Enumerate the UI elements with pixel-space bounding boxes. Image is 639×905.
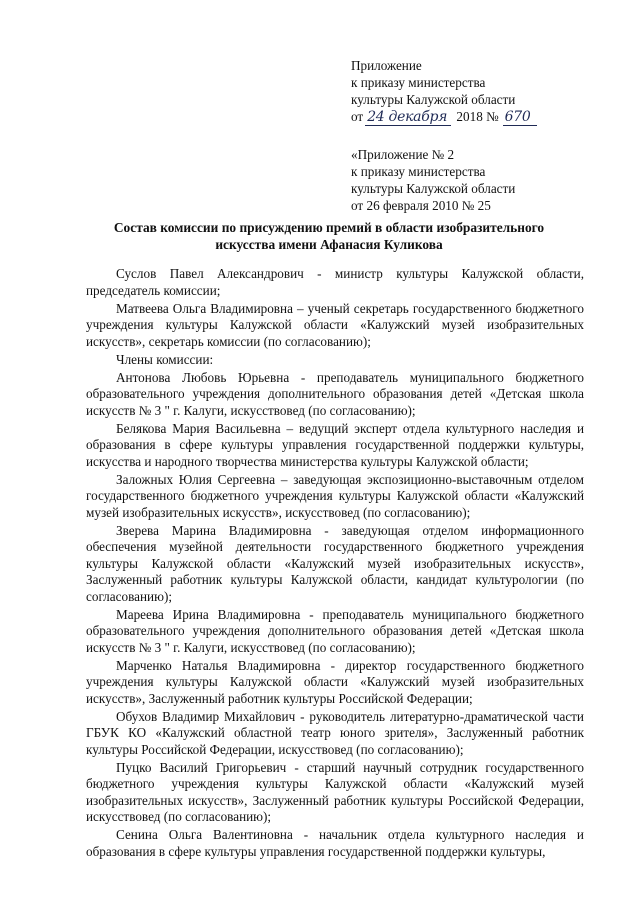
members-heading: Члены комиссии: xyxy=(116,351,214,367)
commission-member-paragraph: Пуцко Василий Григорьевич - старший научный сотрудник государственного бюджетного учреждения культуры Калужской области «Калужский музей изобразительных искусств», Заслуженный работник культуры Российской Федерации, искусствовед (по согласованию); xyxy=(86,759,584,824)
document-title: Состав комиссии по присуждению премий в области изобразительного искусства имени Афанасия Куликова xyxy=(113,220,545,252)
appendix-line: культуры Калужской области xyxy=(351,92,516,107)
commission-member-paragraph: Марченко Наталья Владимировна - директор государственного бюджетного учреждения культуры Калужской области «Калужский музей изобразительных искусств», Заслуженный работник культуры Российской Федерации; xyxy=(86,657,584,706)
prior-appendix-line: культуры Калужской области xyxy=(351,181,516,196)
commission-member-paragraph: Матвеева Ольга Владимировна – ученый секретарь государственного бюджетного учреждения культуры Калужской области «Калужский музей изобразительных искусств», секретарь комиссии (по согласованию); xyxy=(86,300,584,349)
commission-member-paragraph: Обухов Владимир Михайлович - руководитель литературно-драматической части ГБУК КО «Калужский областной театр юного зрителя», Заслуженный работник культуры Российской Федерации, искусствовед (по согласованию); xyxy=(86,708,584,757)
appendix-line: к приказу министерства xyxy=(351,75,486,90)
commission-member-paragraph: Белякова Мария Васильевна – ведущий эксперт отдела культурного наследия и образования в сфере культуры управления государственной поддержки культуры, искусства и народного творчества министерства культуры Калужской области; xyxy=(86,420,584,469)
appendix-date-line xyxy=(351,108,621,126)
commission-member-paragraph: Зверева Марина Владимировна - заведующая отделом информационного обеспечения музейной деятельности государственного бюджетного учреждения культуры Калужской области «Калужский музей изобразительных искусств», Заслуженный работник культуры Калужской области, кандидат культурологии (по согласованию); xyxy=(86,522,584,604)
date-prefix: от xyxy=(351,109,364,124)
prior-appendix-block xyxy=(351,146,621,214)
prior-appendix-line: к приказу министерства xyxy=(351,164,486,179)
appendix-header-block xyxy=(351,57,621,126)
commission-member-paragraph: Антонова Любовь Юрьевна - преподаватель муниципального бюджетного образовательного учреждения дополнительного образования детей «Детская школа искусств № 3 " г. Калуги, искусствовед (по согласованию); xyxy=(86,369,584,418)
prior-appendix-line: от 26 февраля 2010 № 25 xyxy=(351,198,491,213)
commission-member-paragraph: Суслов Павел Александрович - министр культуры Калужской области, председатель комиссии; xyxy=(86,266,584,298)
commission-member-paragraph: Сенина Ольга Валентиновна - начальник отдела культурного наследия и образования в сфере культуры управления государственной поддержки культуры, xyxy=(86,827,584,859)
commission-member-paragraph: Заложных Юлия Сергеевна – заведующая экспозиционно-выставочным отделом государственного бюджетного учреждения культуры Калужской области «Калужский музей изобразительных искусств», искусствовед (по согласованию); xyxy=(86,471,584,520)
commission-list xyxy=(86,266,584,862)
prior-appendix-line: «Приложение № 2 xyxy=(351,147,455,162)
handwritten-date: 24 декабря xyxy=(365,109,451,126)
commission-member-paragraph: Мареева Ирина Владимировна - преподаватель муниципального бюджетного образовательного учреждения дополнительного образования детей «Детская школа искусств № 3 " г. Калуги, искусствовед (по согласованию); xyxy=(86,606,584,655)
appendix-line: Приложение xyxy=(351,58,422,73)
year-and-number-label: 2018 № xyxy=(456,109,499,124)
handwritten-order-number: 670 xyxy=(503,109,537,126)
